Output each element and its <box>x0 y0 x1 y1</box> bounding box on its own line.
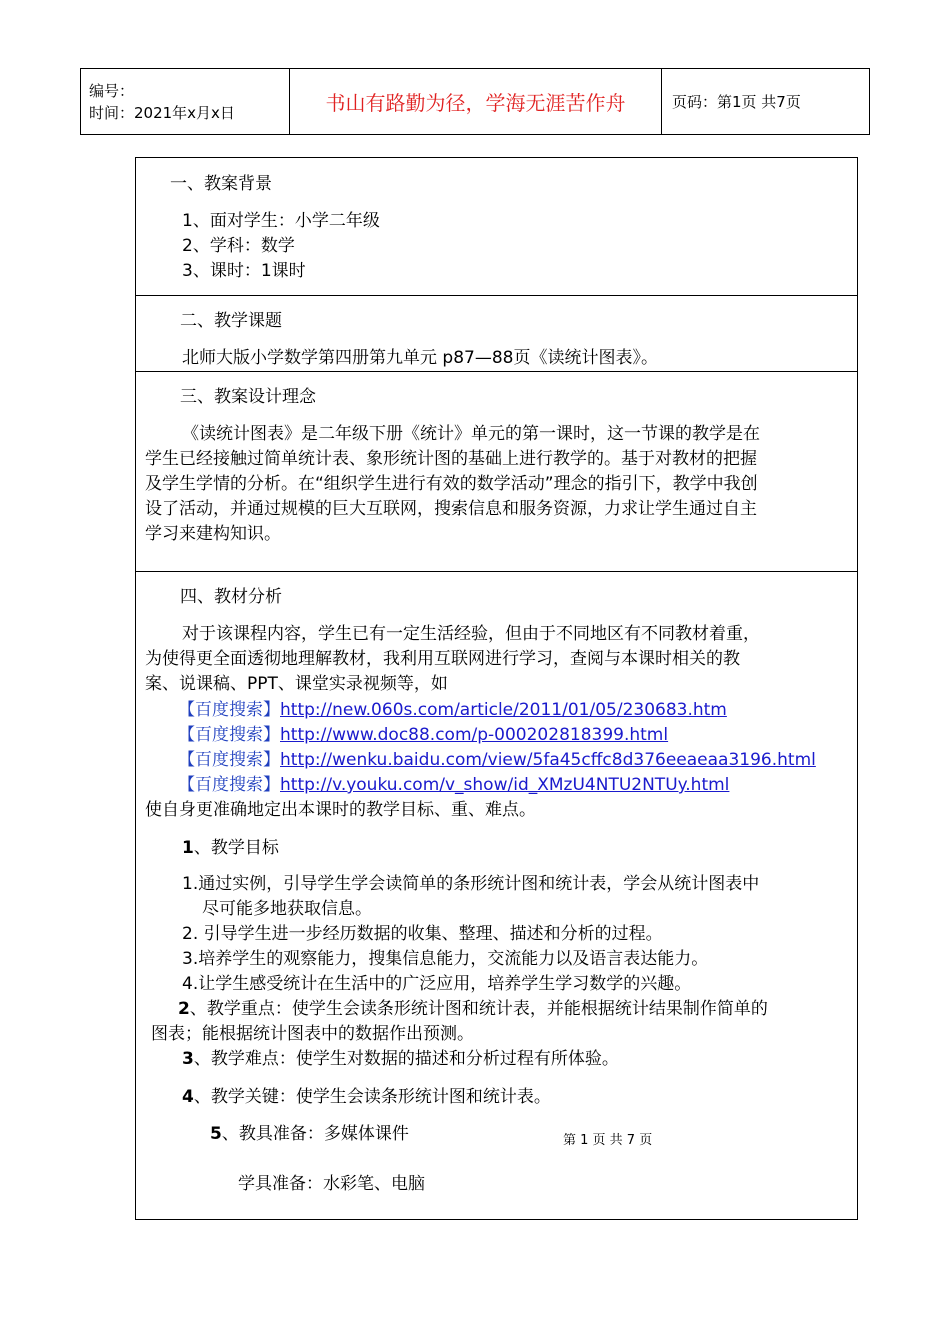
section3-line: 《读统计图表》是二年级下册《统计》单元的第一课时，这一节课的教学是在 <box>182 424 760 444</box>
key-text-cont: 图表；能根据统计图表中的数据作出预测。 <box>151 1024 474 1044</box>
section4-intro: 为使得更全面透彻地理解教材，我利用互联网进行学习，查阅与本课时相关的教 <box>145 649 740 669</box>
section4-title: 四、教材分析 <box>180 587 282 607</box>
resource-link-row <box>178 698 727 722</box>
goals-heading <box>182 836 279 860</box>
goals-number: 1 <box>182 838 194 858</box>
section-background <box>136 158 858 296</box>
goal-line: 3.培养学生的观察能力，搜集信息能力，交流能力以及语言表达能力。 <box>182 949 709 969</box>
resource-link-row <box>178 773 729 797</box>
key-number: 2 <box>178 999 190 1019</box>
baidu-search-tag: 【百度搜索】 <box>178 750 280 770</box>
section3-title: 三、教案设计理念 <box>180 387 316 407</box>
goal-line: 1.通过实例，引导学生学会读简单的条形统计图和统计表，学会从统计图表中 <box>182 874 760 894</box>
section3-line: 及学生学情的分析。在“组织学生进行有效的数学活动”理念的指引下，教学中我创 <box>145 474 758 494</box>
section-analysis <box>136 572 858 1220</box>
baidu-search-tag: 【百度搜索】 <box>178 775 280 795</box>
header-meta <box>81 69 290 135</box>
crux-number: 4 <box>182 1087 194 1107</box>
section4-intro: 案、说课稿、PPT、课堂实录视频等，如 <box>145 674 448 694</box>
date-label: 时间：2021年x月x日 <box>89 103 235 122</box>
section-topic <box>136 296 858 372</box>
section3-line: 学生已经接触过简单统计表、象形统计图的基础上进行教学的。基于对教材的把握 <box>145 449 757 469</box>
header-motto: 书山有路勤为径，学海无涯苦作舟 <box>290 69 662 135</box>
tools-number: 5 <box>210 1124 222 1144</box>
resource-link[interactable]: http://www.doc88.com/p-000202818399.html <box>280 725 669 745</box>
difficulty-text: 、教学难点：使学生对数据的描述和分析过程有所体验。 <box>193 1049 619 1069</box>
page-footer: 第 1 页 共 7 页 <box>563 1133 653 1148</box>
header-page: 页码：第1页 共7页 <box>662 69 870 135</box>
key-points <box>178 997 768 1021</box>
resource-link[interactable]: http://wenku.baidu.com/view/5fa45cffc8d376eeaeaa3196.html <box>280 750 816 770</box>
section3-line: 设了活动，并通过规模的巨大互联网，搜索信息和服务资源，力求让学生通过自主 <box>145 499 757 519</box>
goal-line: 2. 引导学生进一步经历数据的收集、整理、描述和分析的过程。 <box>182 924 663 944</box>
section2-text: 北师大版小学数学第四册第九单元 p87—88页《读统计图表》。 <box>182 348 658 368</box>
document-header <box>80 68 870 135</box>
section-design <box>136 372 858 572</box>
goal-line: 尽可能多地获取信息。 <box>202 899 372 919</box>
section2-title: 二、教学课题 <box>180 311 282 331</box>
tools-text: 、教具准备：多媒体课件 <box>221 1124 409 1144</box>
student-tools: 学具准备：水彩笔、电脑 <box>238 1174 425 1194</box>
goal-line: 4.让学生感受统计在生活中的广泛应用，培养学生学习数学的兴趣。 <box>182 974 692 994</box>
section1-title: 一、教案背景 <box>170 174 272 194</box>
resource-link[interactable]: http://v.youku.com/v_show/id_XMzU4NTU2NTUy.html <box>280 775 730 795</box>
section1-item: 3、课时：1课时 <box>182 261 306 281</box>
resource-link[interactable]: http://new.060s.com/article/2011/01/05/230683.htm <box>280 700 727 720</box>
section1-item: 2、学科：数学 <box>182 236 295 256</box>
section1-item: 1、面对学生：小学二年级 <box>182 211 380 231</box>
resource-link-row <box>178 723 668 747</box>
goals-title: 、教学目标 <box>193 838 279 858</box>
number-label: 编号： <box>89 81 135 100</box>
difficulty-number: 3 <box>182 1049 194 1069</box>
key-text: 、教学重点：使学生会读条形统计图和统计表，并能根据统计结果制作简单的 <box>189 999 768 1019</box>
resource-link-row <box>178 748 816 772</box>
baidu-search-tag: 【百度搜索】 <box>178 725 280 745</box>
crux <box>182 1085 551 1109</box>
difficulty <box>182 1047 619 1071</box>
baidu-search-tag: 【百度搜索】 <box>178 700 280 720</box>
section4-intro: 对于该课程内容，学生已有一定生活经验，但由于不同地区有不同教材着重， <box>182 624 760 644</box>
section3-line: 学习来建构知识。 <box>145 524 281 544</box>
lesson-plan-table <box>135 157 858 1220</box>
after-links-text: 使自身更准确地定出本课时的教学目标、重、难点。 <box>145 800 536 820</box>
crux-text: 、教学关键：使学生会读条形统计图和统计表。 <box>193 1087 551 1107</box>
teaching-tools <box>210 1122 409 1146</box>
